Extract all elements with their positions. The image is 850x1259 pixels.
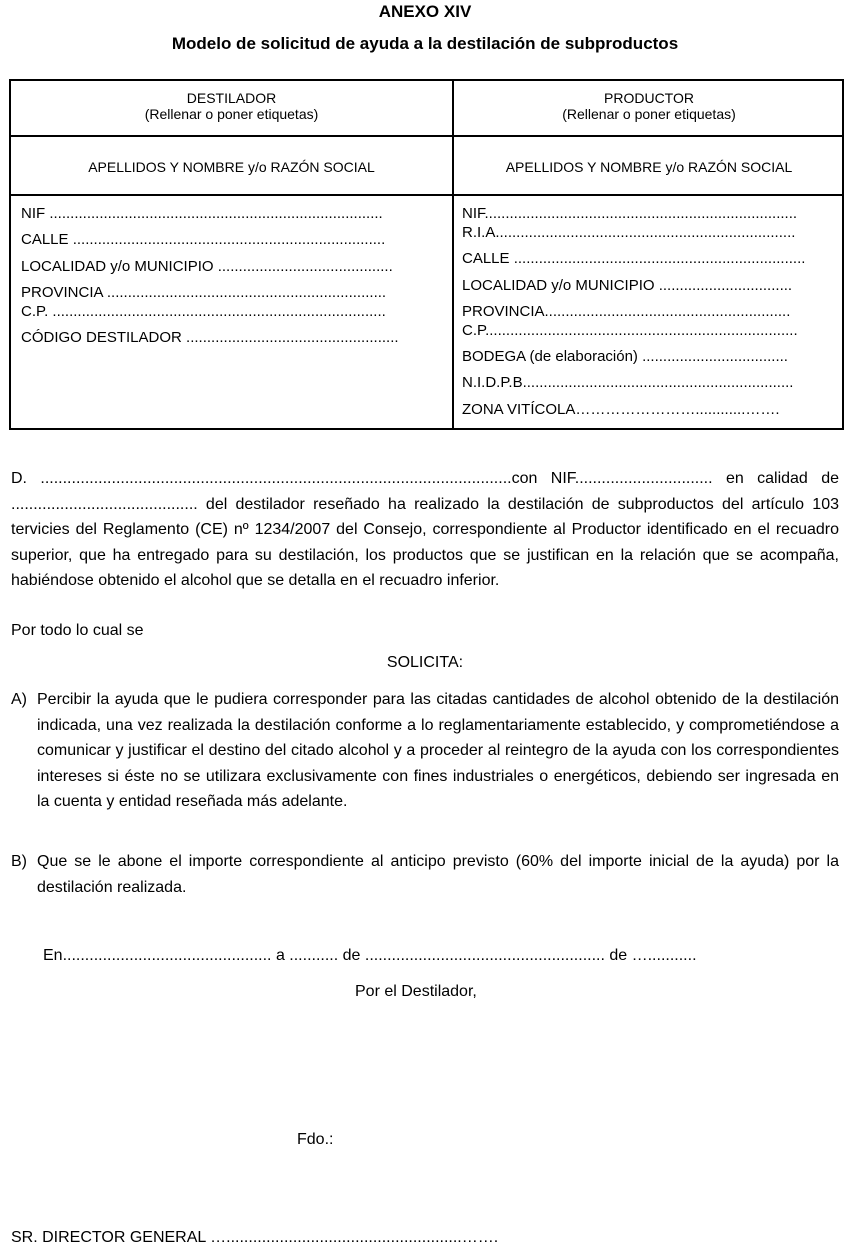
destilador-cp-field[interactable]: C.P. ................................................................................ <box>21 303 386 320</box>
request-item-a <box>11 687 839 841</box>
director-general-line: SR. DIRECTOR GENERAL ….....................................................……. <box>11 1229 499 1246</box>
productor-subheading: (Rellenar o poner etiquetas) <box>562 106 736 122</box>
productor-localidad-field[interactable]: LOCALIDAD y/o MUNICIPIO ................................ <box>462 277 793 294</box>
productor-nidpb-field[interactable]: N.I.D.P.B................................................................. <box>462 374 794 391</box>
item-b-text: Que se le abone el importe correspondiente al anticipo previsto (60% del importe inicial de la ayuda) por la destilación realizada. <box>37 853 839 896</box>
place-date-line[interactable]: En............................................... a ........... de ...................................................... de …........... <box>43 947 697 964</box>
table-divider-1 <box>11 135 842 137</box>
page-title: Modelo de solicitud de ayuda a la destilación de subproductos <box>171 34 679 53</box>
productor-header <box>454 90 844 122</box>
destilador-heading: DESTILADOR <box>186 90 277 106</box>
productor-calle-field[interactable]: CALLE ...................................................................... <box>462 250 806 267</box>
destilador-provincia-field[interactable]: PROVINCIA ................................................................... <box>21 284 387 301</box>
annex-title: ANEXO XIV <box>378 2 472 21</box>
por-el-destilador: Por el Destilador, <box>355 983 477 1000</box>
destilador-header <box>11 90 452 122</box>
destilador-localidad-field[interactable]: LOCALIDAD y/o MUNICIPIO .......................................... <box>21 258 393 275</box>
por-todo-text: Por todo lo cual se <box>11 622 144 639</box>
form-table <box>9 79 844 430</box>
productor-ria-field[interactable]: R.I.A........................................................................ <box>462 224 796 241</box>
table-divider-2 <box>11 194 842 196</box>
solicita-heading: SOLICITA: <box>386 654 464 671</box>
destilador-name-label: APELLIDOS Y NOMBRE y/o RAZÓN SOCIAL <box>88 159 375 175</box>
declaration-paragraph: D. ..........................................................................................................con NIF............................... en calidad de .......................................... del destilador reseñado ha realizado la destilación de subproductos del artículo 103 tervicies del Reglamento (CE) nº 1234/2007 del Consejo, correspondiente al Productor identificado en el recuadro superior, que ha entregado para su destilación, los productos que se justifican en la relación que se acompaña, habiéndose obtenido el alcohol que se detalla en el recuadro inferior. <box>11 470 839 589</box>
productor-name-label: APELLIDOS Y NOMBRE y/o RAZÓN SOCIAL <box>505 159 793 175</box>
productor-provincia-field[interactable]: PROVINCIA........................................................... <box>462 303 791 320</box>
signature-fdo[interactable]: Fdo.: <box>297 1131 334 1148</box>
productor-nif-field[interactable]: NIF........................................................................... <box>462 205 798 222</box>
destilador-calle-field[interactable]: CALLE ........................................................................... <box>21 231 386 248</box>
request-item-b <box>11 849 839 901</box>
destilador-codigo-field[interactable]: CÓDIGO DESTILADOR ................................................... <box>21 329 399 346</box>
destilador-subheading: (Rellenar o poner etiquetas) <box>144 106 319 122</box>
item-a-text: Percibir la ayuda que le pudiera corresponder para las citadas cantidades de alcohol obtenido de la destilación indicada, una vez realizada la destilación conforme a lo reglamentariamente establecido, y comprometiéndose a comunicar y justificar el destino del citado alcohol y a proceder al reintegro de la ayuda con los correspondientes intereses si éste no se utilizara exclusivamente con fines industriales o energéticos, debiendo ser ingresada en la cuenta y entidad reseñada más adelante. <box>37 691 839 810</box>
productor-heading: PRODUCTOR <box>604 90 694 106</box>
item-b-label: B) <box>11 853 27 870</box>
productor-zona-field[interactable]: ZONA VITÍCOLA……………………............……. <box>462 401 780 418</box>
productor-cp-field[interactable]: C.P........................................................................... <box>462 322 798 339</box>
item-a-label: A) <box>11 691 27 708</box>
destilador-nif-field[interactable]: NIF ................................................................................ <box>21 205 383 222</box>
productor-bodega-field[interactable]: BODEGA (de elaboración) ................................... <box>462 348 788 365</box>
table-divider-vertical <box>452 81 454 428</box>
